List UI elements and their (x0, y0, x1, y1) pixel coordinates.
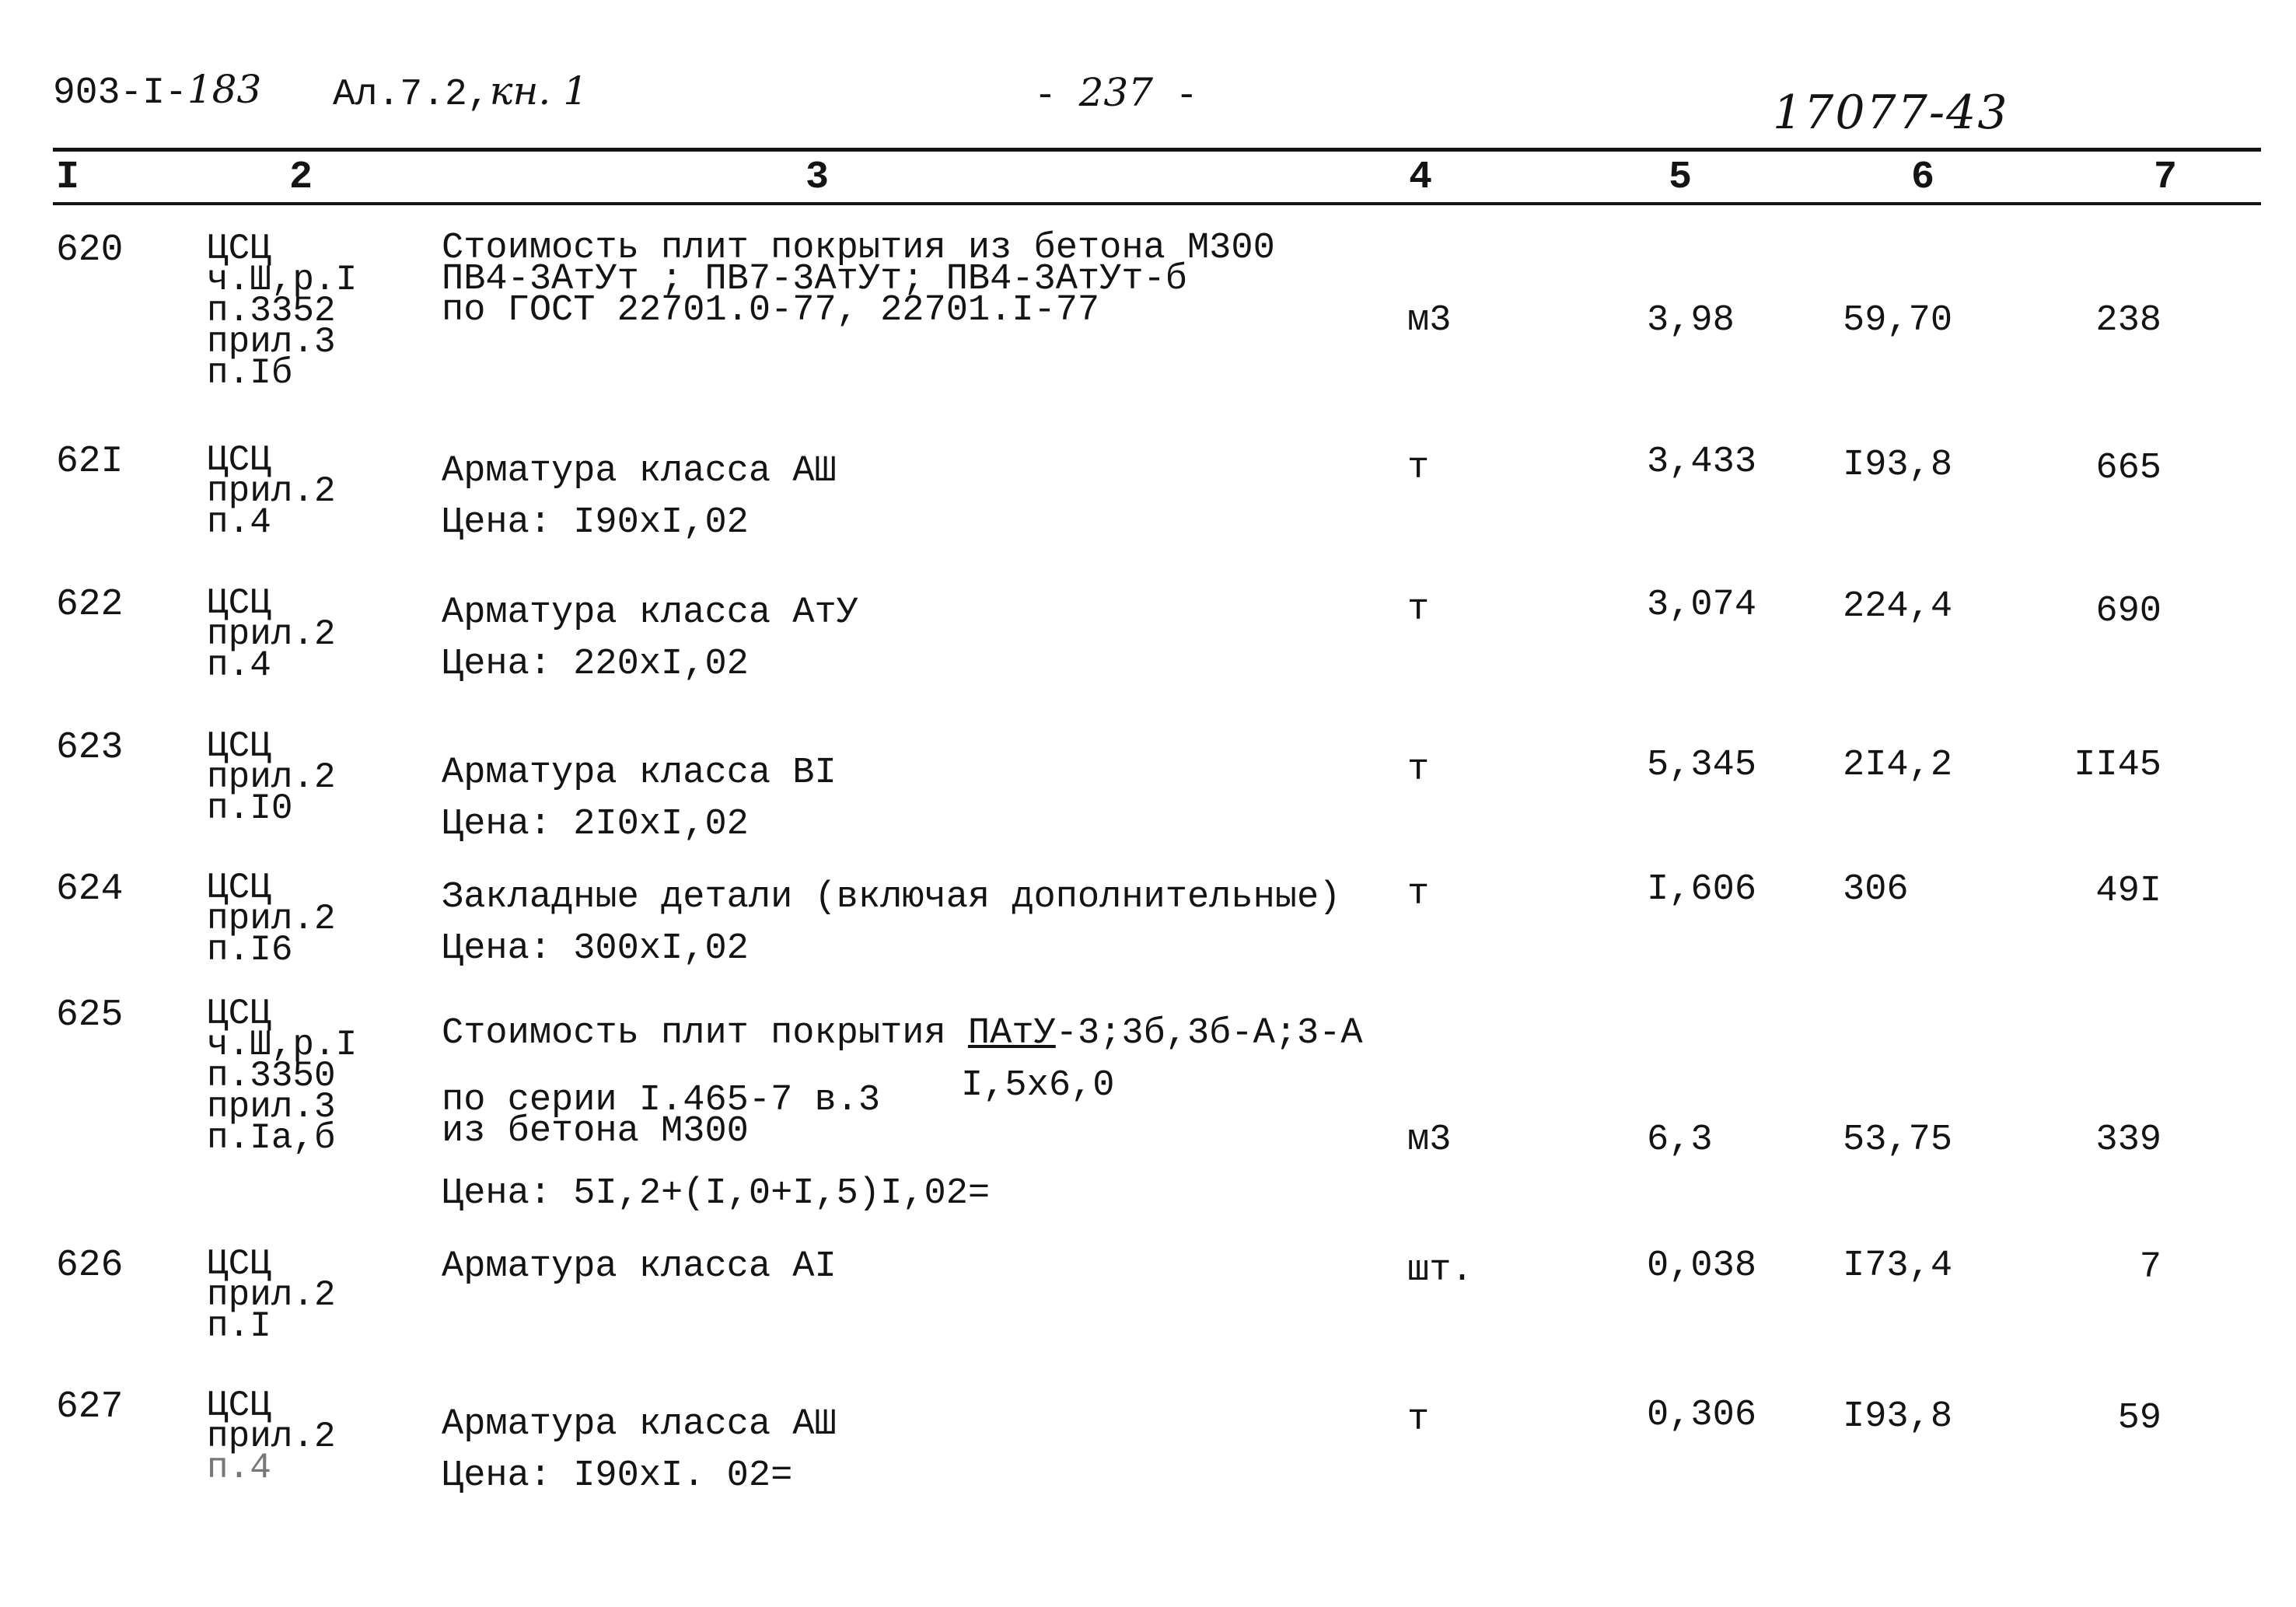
price-reference (207, 440, 336, 543)
description-line: Цена: I90хI,02 (442, 502, 749, 543)
quantity: 0,306 (1647, 1395, 1757, 1436)
album-printed: Ал.7.2, (333, 74, 490, 116)
total-cost: 7 (2139, 1247, 2161, 1288)
description-line: Арматура класса АШ (442, 451, 837, 492)
item-description (442, 588, 858, 690)
description-line: Арматура класса АтУ (442, 592, 858, 634)
column-header-6: 6 (1911, 155, 1935, 200)
column-header-4: 4 (1409, 155, 1433, 200)
quantity: 3,433 (1647, 442, 1757, 483)
price-reference (207, 583, 336, 686)
description-line: ПВ4-3АтУт ; ПВ7-3АтУт; ПВ4-3АтУт-б (442, 259, 1187, 300)
page-dash-left: - (1034, 75, 1057, 117)
quantity: 3,98 (1647, 300, 1735, 341)
document-code-printed: 903-I- (53, 72, 187, 114)
unit: т (1407, 589, 1430, 631)
unit: т (1407, 749, 1430, 791)
unit: т (1407, 448, 1430, 489)
reference-line: ЦСЦ (207, 868, 271, 908)
description-text: Стоимость плит покрытия (442, 1013, 968, 1054)
column-header-2: 2 (289, 155, 313, 200)
description-line: Цена: 300хI,02 (442, 928, 749, 969)
quantity: 6,3 (1647, 1120, 1713, 1161)
unit-price: I93,8 (1843, 1396, 1953, 1438)
reference-line: ч.Ш,р.I (207, 1025, 358, 1065)
reference-line: ЦСЦ (207, 726, 271, 767)
document-code-handwritten: 183 (187, 67, 262, 112)
description-line (442, 1015, 1363, 1053)
unit-price: 59,70 (1843, 300, 1953, 341)
unit-price: I93,8 (1843, 445, 1953, 486)
reference-line: п.3350 (207, 1056, 336, 1096)
reference-line: п.4 (207, 502, 271, 543)
panel-size: I,5х6,0 (961, 1065, 1115, 1106)
unit-price: 306 (1843, 869, 1909, 910)
reference-line: п.4 (207, 645, 271, 686)
column-header-3: 3 (806, 155, 830, 200)
unit: т (1407, 874, 1430, 915)
row-number: 620 (56, 229, 124, 271)
top-rule (53, 148, 2261, 152)
description-line: Цена: 220хI,02 (442, 644, 749, 685)
quantity: I,606 (1647, 869, 1757, 910)
description-line: из бетона М300 (442, 1111, 749, 1152)
price-reference (207, 1385, 336, 1488)
unit-price: 224,4 (1843, 586, 1953, 627)
quantity: 0,038 (1647, 1245, 1757, 1287)
row-number: 626 (56, 1245, 124, 1287)
column-header-5: 5 (1669, 155, 1693, 200)
total-cost: 339 (2095, 1120, 2161, 1161)
description-line: Закладные детали (включая дополнительные) (442, 877, 1341, 918)
reference-line: п.3352 (207, 291, 336, 331)
reference-line: п.I6 (207, 930, 293, 970)
row-number: 622 (56, 584, 124, 626)
item-description (442, 748, 837, 851)
description-line: по серии I.465-7 в.3 (442, 1080, 881, 1121)
reference-line-faded: п.4 (207, 1448, 271, 1488)
reference-line: прил.2 (207, 757, 336, 798)
product-variants: -3;3б,3б-А;3-А (1055, 1013, 1363, 1054)
description-line: Арматура класса ВI (442, 753, 837, 794)
reference-line: прил.2 (207, 471, 336, 512)
column-header-7: 7 (2154, 155, 2178, 200)
total-cost: 690 (2095, 591, 2161, 632)
reference-line: ЦСЦ (207, 994, 271, 1034)
item-description-continued (442, 1080, 881, 1152)
price-reference (207, 994, 358, 1158)
row-number: 62I (56, 441, 124, 483)
row-number: 627 (56, 1386, 124, 1428)
album-handwritten: кн. 1 (489, 68, 589, 114)
reference-line: ЦСЦ (207, 440, 271, 480)
description-line: Арматура класса АШ (442, 1404, 837, 1445)
item-description (442, 1015, 1363, 1053)
quantity: 5,345 (1647, 745, 1757, 786)
item-description (442, 1246, 837, 1287)
unit-price: 53,75 (1843, 1120, 1953, 1161)
price-reference (207, 726, 336, 829)
row-number: 625 (56, 994, 124, 1036)
archive-number: 17077-43 (1773, 86, 2009, 140)
reference-line: прил.3 (207, 1087, 336, 1127)
reference-line: п.I (207, 1306, 271, 1347)
item-description (442, 1399, 837, 1502)
total-cost: 665 (2095, 448, 2161, 489)
total-cost: 59 (2117, 1398, 2161, 1439)
price-reference (207, 868, 336, 970)
header-bottom-rule (53, 202, 2261, 205)
unit: м3 (1407, 300, 1452, 341)
product-mark: ПАтУ (967, 1013, 1056, 1054)
description-line: по ГОСТ 22701.0-77, 22701.I-77 (442, 290, 1100, 331)
price-formula: Цена: 5I,2+(I,0+I,5)I,02= (442, 1173, 991, 1214)
column-header-1: I (56, 155, 80, 200)
unit-price: I73,4 (1843, 1245, 1953, 1287)
item-description (442, 872, 1340, 975)
description-line: Арматура класса АI (442, 1246, 837, 1287)
reference-line: ч.Ш,р.I (207, 260, 358, 300)
price-reference (207, 1244, 336, 1347)
unit: м3 (1407, 1120, 1452, 1161)
row-number: 623 (56, 727, 124, 769)
reference-line: ЦСЦ (207, 583, 271, 624)
reference-line: прил.2 (207, 614, 336, 655)
reference-line: п.Iа,б (207, 1118, 336, 1158)
row-number: 624 (56, 868, 124, 910)
reference-line: п.Iб (207, 353, 293, 393)
reference-line: ЦСЦ (207, 229, 271, 269)
reference-line: ЦСЦ (207, 1385, 271, 1426)
unit: т (1407, 1399, 1430, 1441)
quantity: 3,074 (1647, 585, 1757, 626)
total-cost: 238 (2095, 300, 2161, 341)
page-dash-right: - (1175, 75, 1198, 117)
album-reference (333, 68, 588, 116)
item-description (442, 228, 1275, 331)
unit-price: 2I4,2 (1843, 745, 1953, 786)
reference-line: прил.2 (207, 1417, 336, 1457)
page-number (1034, 70, 1198, 117)
total-cost: II45 (2074, 745, 2161, 786)
reference-line: п.I0 (207, 788, 293, 829)
reference-line: прил.3 (207, 322, 336, 362)
description-line: Цена: 2I0хI,02 (442, 804, 749, 845)
document-code (53, 67, 261, 114)
item-description (442, 446, 837, 549)
total-cost: 49I (2095, 871, 2161, 912)
unit: шт. (1407, 1250, 1473, 1291)
description-line: Стоимость плит покрытия из бетона М300 (442, 228, 1275, 269)
reference-line: прил.2 (207, 1275, 336, 1315)
price-reference (207, 229, 358, 393)
page-number-handwritten: 237 (1078, 70, 1154, 115)
description-line: Цена: I90хI. 02= (442, 1455, 793, 1497)
reference-line: ЦСЦ (207, 1244, 271, 1284)
reference-line: прил.2 (207, 899, 336, 939)
